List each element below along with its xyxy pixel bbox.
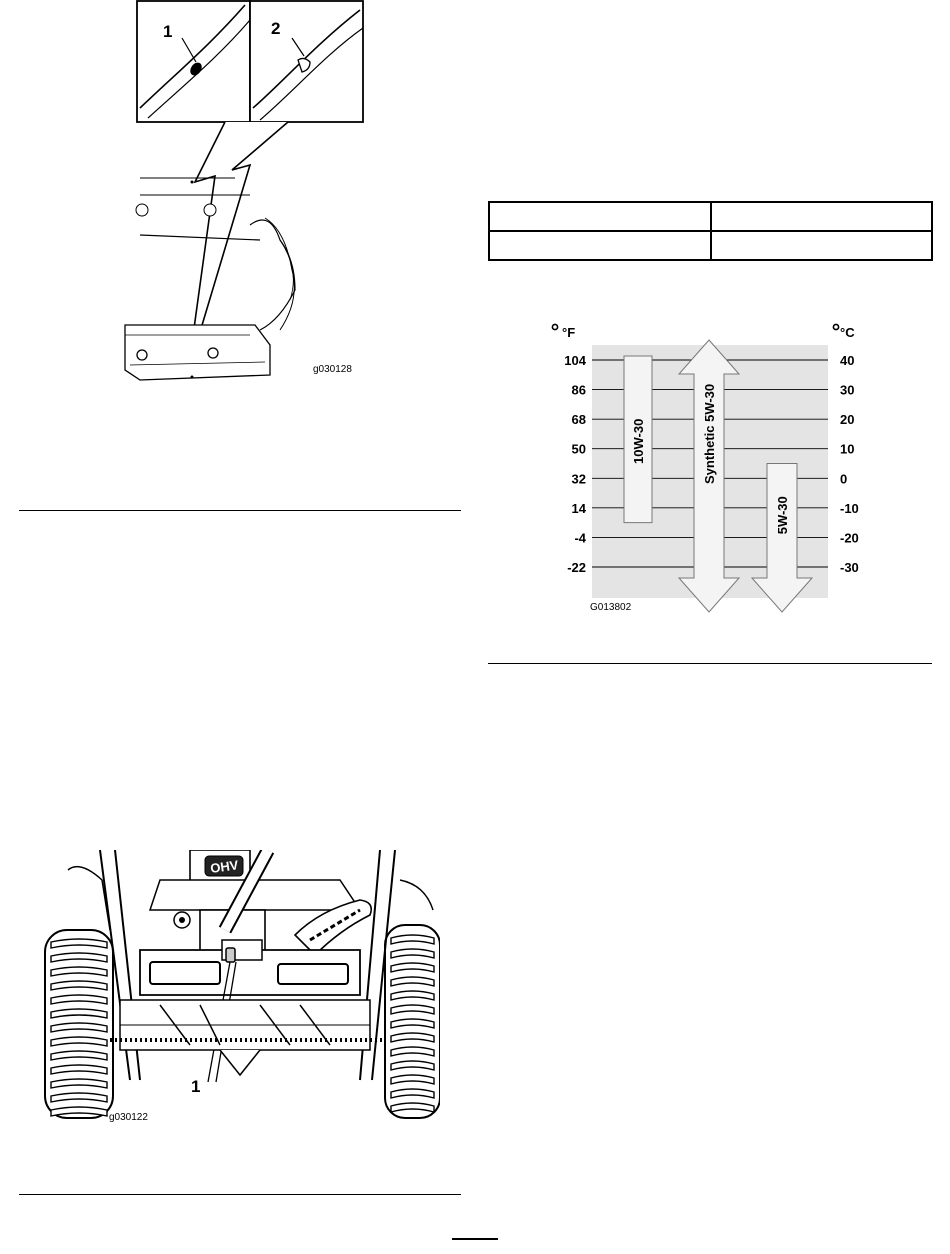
right-tick-label: -30 [840,560,859,575]
figure-id: g030122 [109,1112,148,1123]
left-tick-label: 14 [571,500,586,516]
degree-symbol [833,324,838,329]
figure-vent-hole-diagram [120,0,370,400]
right-axis-unit: °C [840,325,855,340]
left-axis-unit: °F [562,325,576,340]
table-row [489,202,932,231]
left-tick-label: 68 [571,412,586,428]
left-tick-label: -22 [567,560,586,575]
table-cell [711,231,932,260]
left-tick-label: 50 [571,441,586,457]
figure-id: G013802 [590,602,632,613]
divider [488,663,932,664]
right-tick-label: 30 [840,382,855,398]
left-tick-label: -4 [574,530,586,546]
right-tick-label: 20 [840,412,855,428]
table-row [489,231,932,260]
right-tick-label: 40 [840,353,855,368]
figure-machine-front-diagram [40,850,440,1125]
callout-number: 2 [271,19,281,38]
callout-number: 1 [191,1077,201,1096]
table-cell [489,202,711,231]
table-cell [489,231,711,260]
oil-viscosity-chart [540,315,870,620]
right-tick-label: 0 [840,471,848,487]
left-tire [45,930,113,1118]
oil-spec-table [488,201,933,261]
figure-id: g030128 [313,364,352,375]
left-tick-label: 32 [571,471,586,487]
callout-number: 1 [163,22,173,41]
divider [19,1194,461,1195]
page-number-rule [452,1238,498,1240]
left-tick-label: 104 [564,353,586,368]
left-tick-label: 86 [571,382,586,398]
dipstick-icon [226,948,235,962]
series-label: 5W-30 [775,496,790,535]
divider [19,510,461,511]
right-tick-label: -10 [840,500,859,516]
bolt-icon [137,350,147,360]
right-tire [385,925,440,1118]
bolt-icon [208,348,218,358]
right-tick-label: -20 [840,530,859,546]
series-label: Synthetic 5W-30 [702,383,717,485]
series-label: 10W-30 [631,418,646,464]
right-tick-label: 10 [840,441,855,457]
table-cell [711,202,932,231]
engine-label: OHV [209,857,240,876]
degree-symbol [552,324,557,329]
